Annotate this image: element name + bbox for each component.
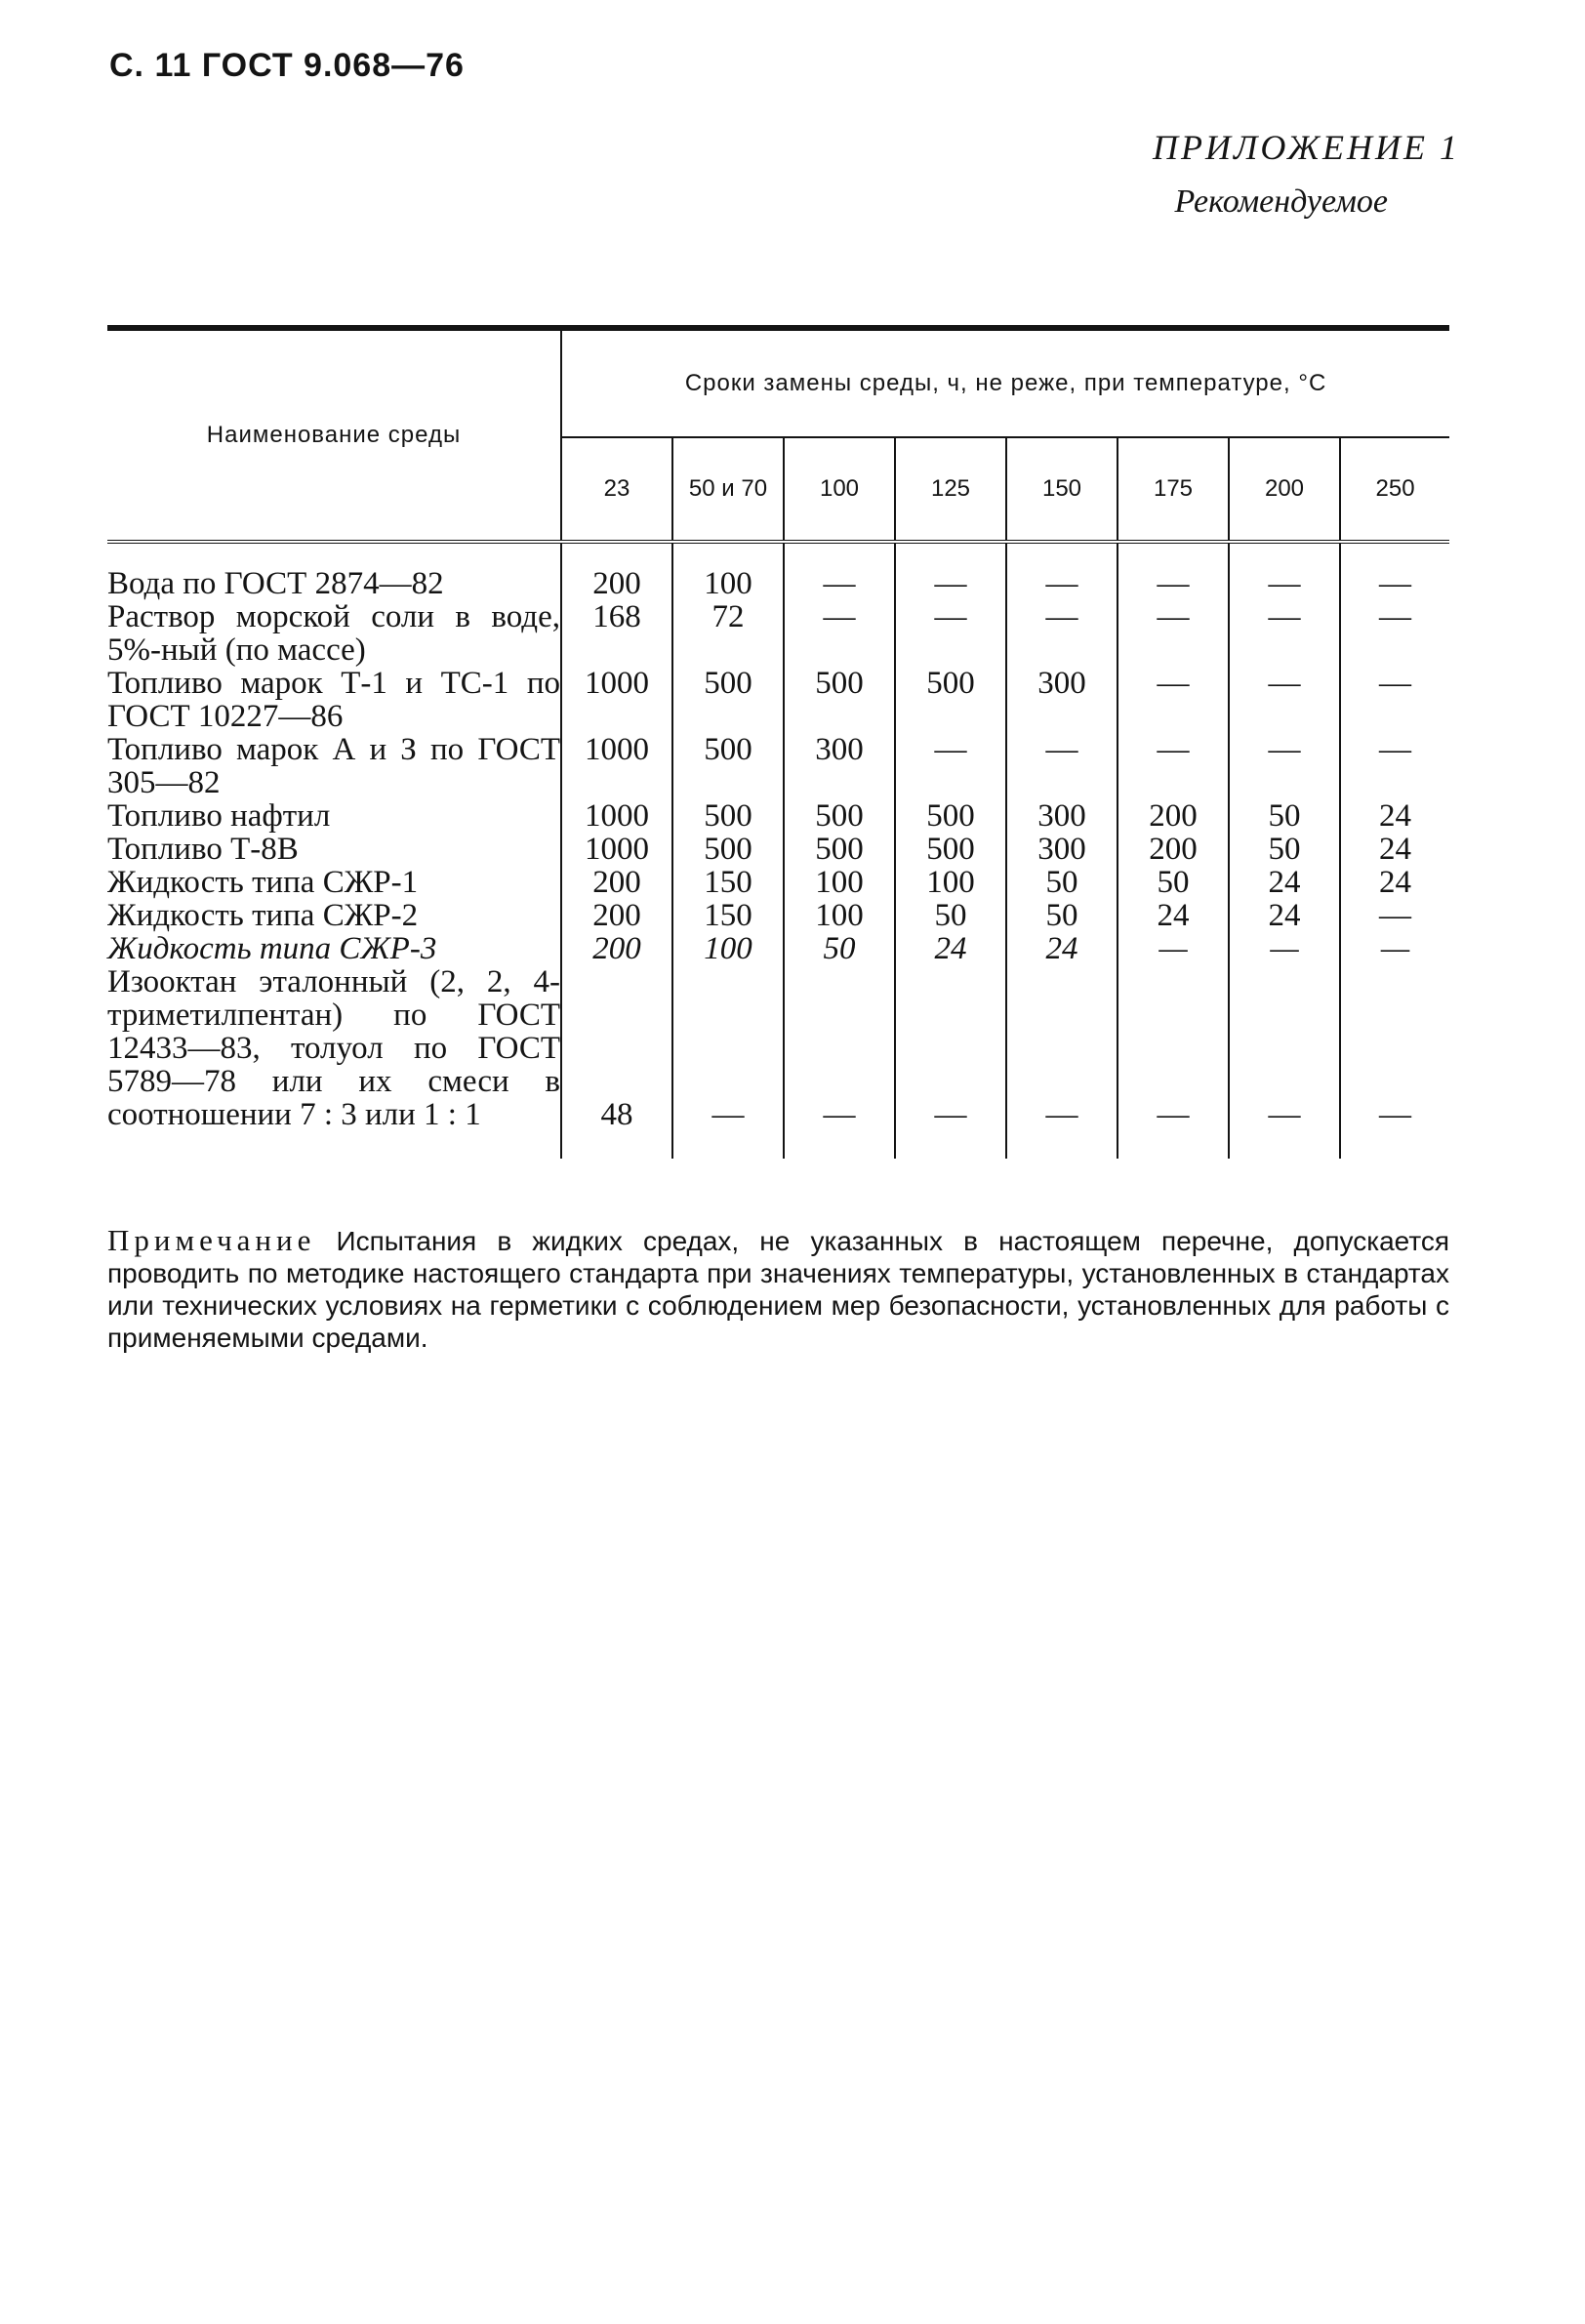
table-cell: 200: [1118, 833, 1229, 866]
table-cell: 24: [1229, 899, 1340, 932]
table-cell: 1000: [561, 733, 672, 799]
table-cell: —: [1118, 542, 1229, 600]
table-cell: —: [1229, 932, 1340, 965]
table-cell: —: [1006, 542, 1118, 600]
note-label: Примечание: [107, 1223, 316, 1257]
table-cell: —: [1229, 965, 1340, 1159]
temperature-header: 175: [1118, 437, 1229, 542]
table-cell: 50: [1229, 799, 1340, 833]
note-text: Испытания в жидких средах, не указанных в настоящем перечне, допускается проводить по методике настоящего стандарта при значениях температуры, установленных в стандартах или технических условиях на герметики с соблюдением мер безопасности, установленных для работы с применяемыми средами.: [107, 1226, 1449, 1353]
table-cell: —: [1006, 733, 1118, 799]
table-cell: 1000: [561, 833, 672, 866]
appendix-subtitle: Рекомендуемое: [1174, 183, 1388, 220]
medium-name: Топливо Т-8В: [107, 833, 561, 866]
table-cell: 50: [1006, 866, 1118, 899]
table-cell: —: [1340, 965, 1449, 1159]
table-cell: 300: [1006, 799, 1118, 833]
table-cell: —: [1340, 600, 1449, 667]
table-cell: —: [784, 600, 895, 667]
temperature-header: 125: [895, 437, 1006, 542]
table-cell: 200: [561, 899, 672, 932]
column-header-name: Наименование среды: [107, 331, 561, 542]
table-cell: 500: [895, 799, 1006, 833]
table-cell: —: [895, 733, 1006, 799]
table-cell: 100: [895, 866, 1006, 899]
table-cell: —: [1340, 542, 1449, 600]
table-cell: 48: [561, 965, 672, 1159]
environment-table: [107, 331, 1449, 1159]
table-cell: 24: [1006, 932, 1118, 965]
table-cell: 150: [672, 899, 784, 932]
column-group-header: Сроки замены среды, ч, не реже, при температуре, °С: [561, 331, 1449, 437]
table-cell: 500: [672, 667, 784, 733]
table-cell: 100: [672, 542, 784, 600]
appendix-title: ПРИЛОЖЕНИЕ 1: [1153, 128, 1460, 167]
footnote: [107, 1225, 1449, 1354]
table-cell: 500: [672, 833, 784, 866]
replacement-table: [107, 325, 1449, 1159]
medium-name: Изооктан эталонный (2, 2, 4-триметилпентан) по ГОСТ 12433—83, толуол по ГОСТ 5789—78 или их смеси в соотношении 7 : 3 или 1 : 1: [107, 965, 561, 1159]
medium-name: Жидкость типа СЖР-2: [107, 899, 561, 932]
table-row: [107, 932, 1449, 965]
table-cell: 150: [672, 866, 784, 899]
table-cell: —: [1229, 667, 1340, 733]
table-cell: 50: [895, 899, 1006, 932]
table-cell: 100: [784, 866, 895, 899]
medium-name: Топливо нафтил: [107, 799, 561, 833]
medium-name: Топливо марок А и З по ГОСТ 305—82: [107, 732, 560, 800]
temperature-header: 250: [1340, 437, 1449, 542]
table-cell: 500: [672, 733, 784, 799]
temperature-header: 150: [1006, 437, 1118, 542]
table-cell: —: [784, 542, 895, 600]
table-cell: 100: [672, 932, 784, 965]
table-cell: —: [895, 542, 1006, 600]
table-cell: 50: [784, 932, 895, 965]
table-row: [107, 542, 1449, 600]
page-header: С. 11 ГОСТ 9.068—76: [109, 47, 465, 84]
temperature-header: 50 и 70: [672, 437, 784, 542]
table-cell: 500: [784, 667, 895, 733]
table-cell: —: [1340, 932, 1449, 965]
table-row: [107, 866, 1449, 899]
table-cell: 24: [895, 932, 1006, 965]
table-cell: —: [1118, 733, 1229, 799]
table-row: [107, 667, 1449, 733]
table-cell: —: [1340, 899, 1449, 932]
medium-name: Жидкость типа СЖР-1: [107, 866, 561, 899]
table-cell: 300: [1006, 833, 1118, 866]
table-cell: 500: [672, 799, 784, 833]
table-cell: 24: [1340, 866, 1449, 899]
table-cell: 50: [1006, 899, 1118, 932]
table-cell: 300: [1006, 667, 1118, 733]
temperature-header: 200: [1229, 437, 1340, 542]
table-row: [107, 600, 1449, 667]
medium-name: Жидкость типа СЖР-3: [107, 932, 561, 965]
table-cell: —: [1006, 600, 1118, 667]
table-cell: 200: [561, 542, 672, 600]
table-cell: —: [672, 965, 784, 1159]
temperature-header: 100: [784, 437, 895, 542]
table-cell: 72: [672, 600, 784, 667]
table-cell: 500: [895, 667, 1006, 733]
medium-name: Раствор морской соли в воде, 5%-ный (по массе): [107, 599, 560, 668]
table-row: [107, 799, 1449, 833]
table-cell: —: [1229, 600, 1340, 667]
table-cell: 500: [784, 833, 895, 866]
table-cell: —: [1118, 965, 1229, 1159]
medium-name: Топливо марок Т-1 и ТС-1 по ГОСТ 10227—86: [107, 666, 560, 734]
table-cell: 1000: [561, 799, 672, 833]
table-cell: 300: [784, 733, 895, 799]
table-cell: —: [895, 965, 1006, 1159]
table-cell: —: [1118, 667, 1229, 733]
table-cell: 24: [1340, 833, 1449, 866]
table-cell: 200: [1118, 799, 1229, 833]
temperature-header: 23: [561, 437, 672, 542]
table-cell: —: [1229, 733, 1340, 799]
table-cell: —: [1118, 932, 1229, 965]
table-cell: —: [1229, 542, 1340, 600]
table-cell: 1000: [561, 667, 672, 733]
table-cell: 500: [784, 799, 895, 833]
medium-name: Вода по ГОСТ 2874—82: [107, 542, 561, 600]
table-cell: 24: [1340, 799, 1449, 833]
table-cell: —: [1006, 965, 1118, 1159]
table-cell: 100: [784, 899, 895, 932]
table-cell: 500: [895, 833, 1006, 866]
table-row: [107, 733, 1449, 799]
table-cell: 24: [1118, 899, 1229, 932]
table-cell: —: [895, 600, 1006, 667]
table-cell: 200: [561, 932, 672, 965]
table-cell: 168: [561, 600, 672, 667]
table-row: [107, 965, 1449, 1159]
table-cell: —: [1340, 733, 1449, 799]
table-cell: —: [1340, 667, 1449, 733]
table-cell: 50: [1229, 833, 1340, 866]
table-cell: 24: [1229, 866, 1340, 899]
table-cell: —: [1118, 600, 1229, 667]
table-row: [107, 899, 1449, 932]
table-cell: —: [784, 965, 895, 1159]
table-cell: 50: [1118, 866, 1229, 899]
table-row: [107, 833, 1449, 866]
table-cell: 200: [561, 866, 672, 899]
